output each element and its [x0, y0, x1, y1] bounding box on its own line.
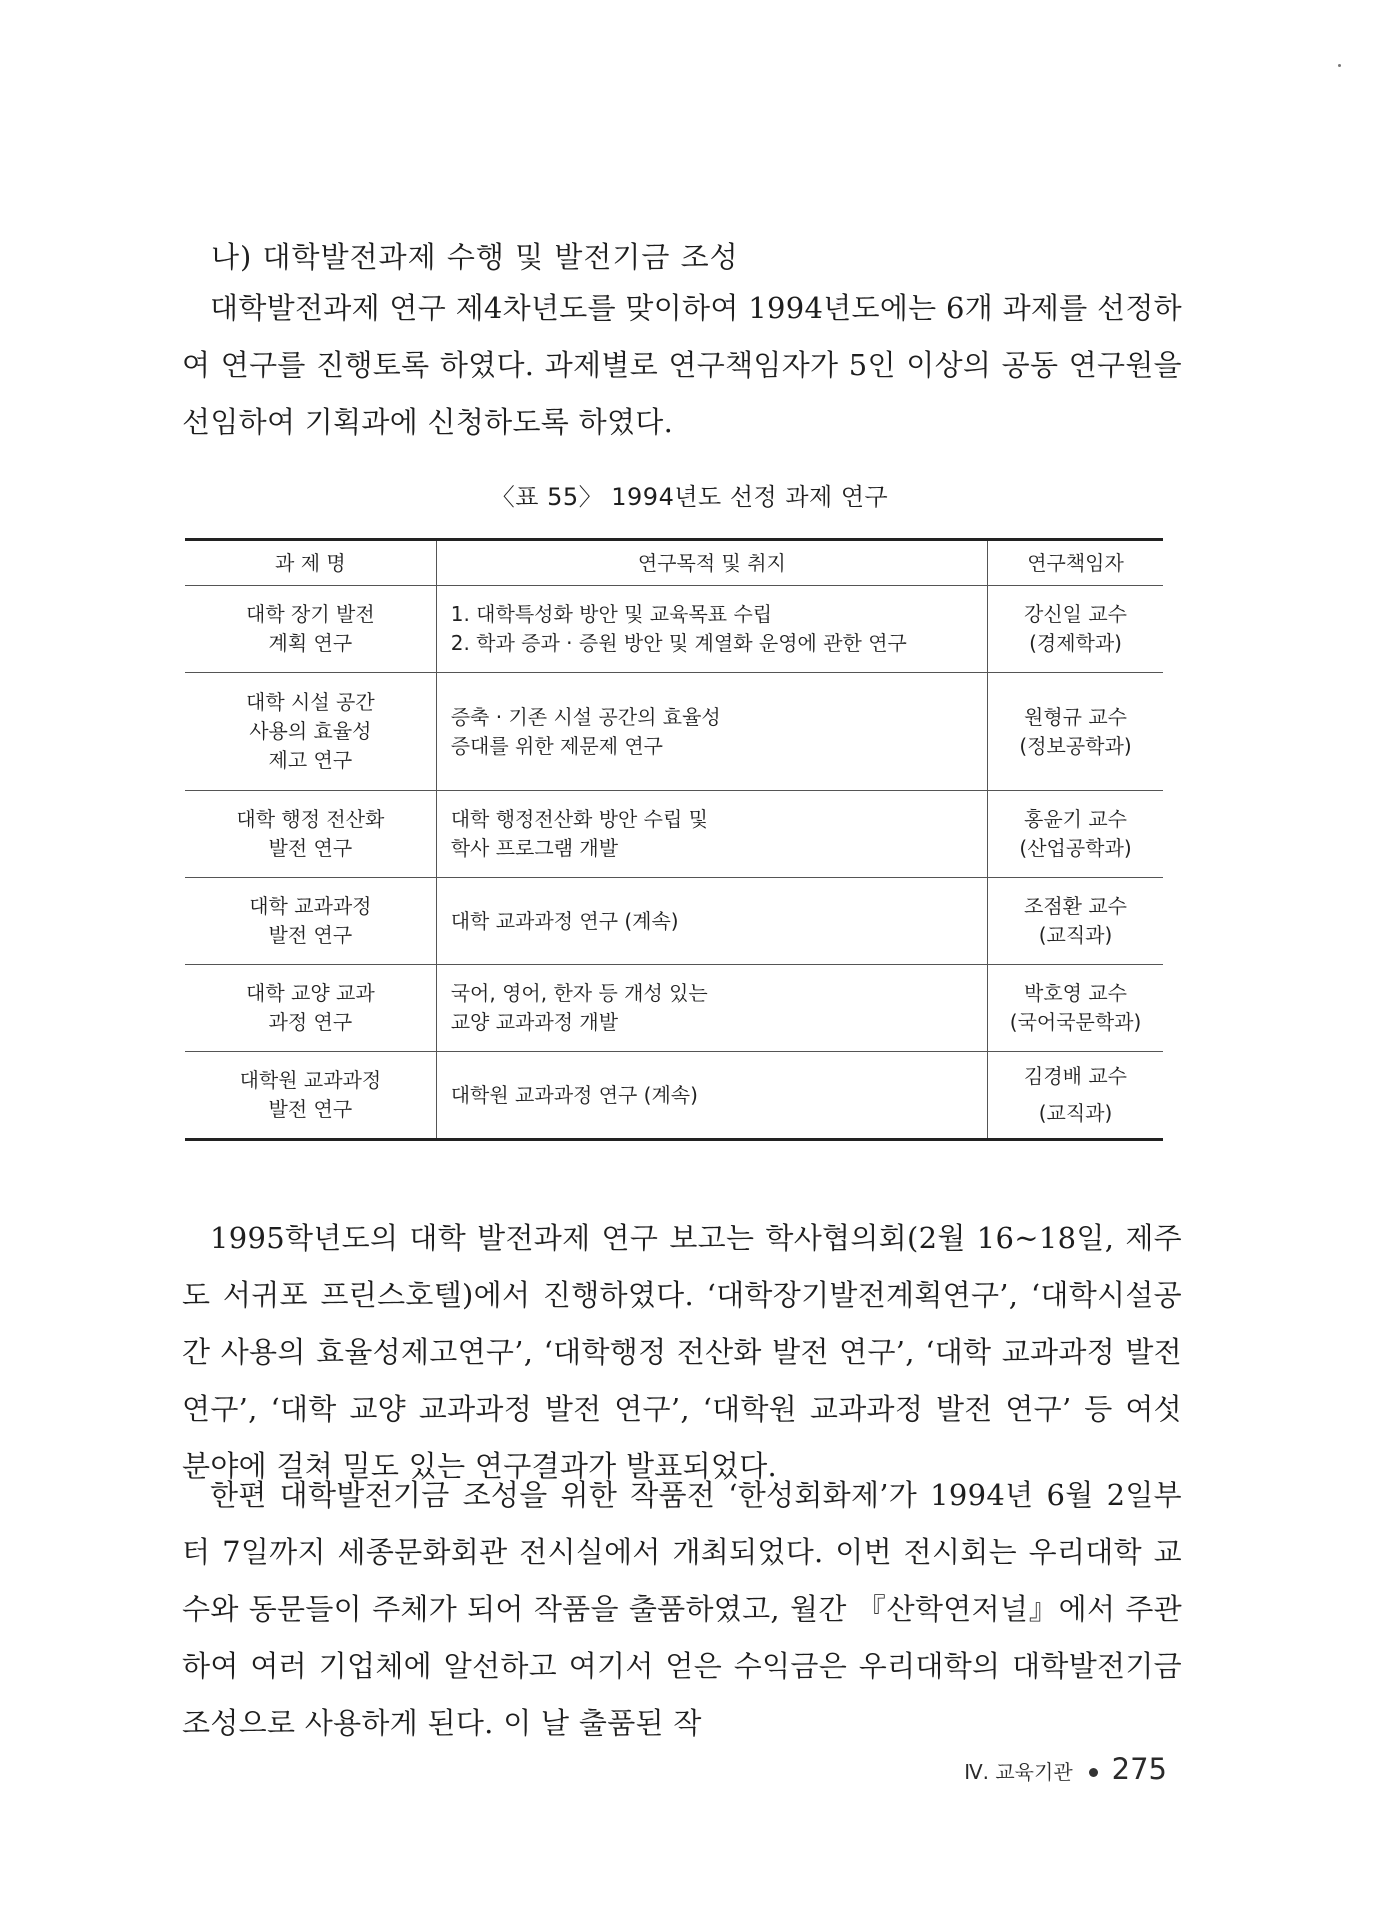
cell-line: 2. 학과 증과 · 증원 방안 및 계열화 운영에 관한 연구 [450, 631, 907, 655]
cell-line: 증축 · 기존 시설 공간의 효율성 [450, 704, 721, 729]
cell-project-name [185, 791, 436, 878]
header-purpose: 연구목적 및 취지 [436, 540, 987, 586]
chapter-label: Ⅳ. 교육기관 [964, 1760, 1073, 1784]
cell-project-name [185, 586, 436, 673]
cell-lead [988, 878, 1163, 965]
table-caption: 〈표 55〉 1994년도 선정 과제 연구 [490, 483, 889, 511]
cell-line: 대학 교과과정 [249, 894, 372, 918]
bullet-dot-icon [1089, 1768, 1098, 1777]
cell-line: 과정 연구 [268, 1010, 353, 1034]
table-row [185, 1052, 1163, 1140]
cell-line: 발전 연구 [268, 1097, 353, 1121]
table-row [185, 673, 1163, 791]
cell-line: 대학원 교과과정 연구 (계속) [450, 1082, 698, 1107]
cell-line: (경제학과) [1029, 631, 1122, 655]
paragraph-1: 대학발전과제 연구 제4차년도를 맞이하여 1994년도에는 6개 과제를 선정하여 연구를 진행토록 하였다. 과제별로 연구책임자가 5인 이상의 공동 연구원을 선임하여 기획과에 신청하도록 하였다. [182, 291, 1182, 439]
cell-lead [988, 673, 1163, 791]
cell-line: 발전 연구 [268, 923, 353, 947]
cell-line: 대학 행정 전산화 [236, 807, 385, 831]
header-project-name: 과 제 명 [185, 540, 436, 586]
cell-line: 제고 연구 [268, 748, 353, 772]
cell-project-name [185, 878, 436, 965]
table-row [185, 791, 1163, 878]
cell-project-name [185, 965, 436, 1052]
header-lead: 연구책임자 [988, 540, 1163, 586]
cell-line: 대학 행정전산화 방안 수립 및 [450, 807, 709, 831]
page-footer [964, 1752, 1167, 1786]
cell-line: 강신일 교수 [1024, 602, 1128, 626]
table-body [185, 586, 1163, 1140]
cell-line: 교양 교과과정 개발 [450, 1010, 619, 1034]
cell-lead [988, 791, 1163, 878]
cell-purpose [436, 965, 987, 1052]
cell-line: (국어국문학과) [1009, 1010, 1142, 1034]
cell-line: 1. 대학특성화 방안 및 교육목표 수립 [450, 602, 773, 626]
cell-lead [988, 586, 1163, 673]
cell-line: 김경배 교수 [1024, 1064, 1128, 1088]
cell-line: 홍윤기 교수 [1024, 807, 1128, 831]
cell-line: 조점환 교수 [1024, 894, 1128, 918]
section-heading: 나) 대학발전과제 수행 및 발전기금 조성 [211, 240, 739, 274]
cell-line: 국어, 영어, 한자 등 개성 있는 [450, 981, 708, 1005]
cell-purpose [436, 586, 987, 673]
cell-purpose [436, 1052, 987, 1140]
cell-line: 대학 시설 공간 [246, 690, 375, 714]
page-number: 275 [1111, 1752, 1167, 1786]
paragraph-3: 한편 대학발전기금 조성을 위한 작품전 ‘한성회화제’가 1994년 6월 2일부터 7일까지 세종문화회관 전시실에서 개최되었다. 이번 전시회는 우리대학 교수와 동문들이 주체가 되어 작품을 출품하였고, 월간 『산학연저널』에서 주관하여 여러 기업체에 알선하고 여기서 얻은 수익금은 우리대학의 대학발전기금 조성으로 사용하게 된다. 이 날 출품된 작 [182, 1478, 1182, 1740]
cell-line: 대학 장기 발전 [246, 602, 375, 626]
cell-line: (교직과) [1038, 923, 1113, 947]
cell-purpose [436, 878, 987, 965]
table-row [185, 878, 1163, 965]
paragraph-2: 1995학년도의 대학 발전과제 연구 보고는 학사협의회(2월 16~18일, 제주도 서귀포 프린스호텔)에서 진행하였다. ‘대학장기발전계획연구’, ‘대학시설공간 사용의 효율성제고연구’, ‘대학행정 전산화 발전 연구’, ‘대학 교과과정 발전 연구’, ‘대학 교양 교과과정 발전 연구’, ‘대학원 교과과정 발전 연구’ 등 여섯 분야에 걸쳐 밀도 있는 연구결과가 발표되었다. [182, 1221, 1182, 1483]
table-row [185, 586, 1163, 673]
cell-project-name [185, 673, 436, 791]
cell-line: 증대를 위한 제문제 연구 [450, 733, 664, 758]
cell-line: 사용의 효율성 [249, 719, 372, 743]
scan-speck [1338, 64, 1341, 67]
cell-line: 학사 프로그램 개발 [450, 836, 619, 860]
cell-lead [988, 1052, 1163, 1140]
cell-line: 계획 연구 [268, 631, 353, 655]
cell-lead [988, 965, 1163, 1052]
cell-line: 대학 교양 교과 [246, 981, 375, 1005]
table-header-row [185, 540, 1163, 586]
cell-project-name [185, 1052, 436, 1140]
cell-purpose [436, 791, 987, 878]
table-header [185, 540, 1163, 586]
cell-line: (정보공학과) [1019, 733, 1132, 758]
cell-line: 대학 교과과정 연구 (계속) [450, 908, 679, 933]
table-row [185, 965, 1163, 1052]
cell-line: 대학원 교과과정 [239, 1068, 382, 1092]
research-projects-table [185, 538, 1163, 1141]
cell-line: 원형규 교수 [1024, 704, 1128, 729]
cell-line: (교직과) [1038, 1101, 1113, 1125]
cell-line: (산업공학과) [1019, 836, 1132, 860]
cell-purpose [436, 673, 987, 791]
cell-line: 발전 연구 [268, 836, 353, 860]
cell-line: 박호영 교수 [1024, 981, 1128, 1005]
